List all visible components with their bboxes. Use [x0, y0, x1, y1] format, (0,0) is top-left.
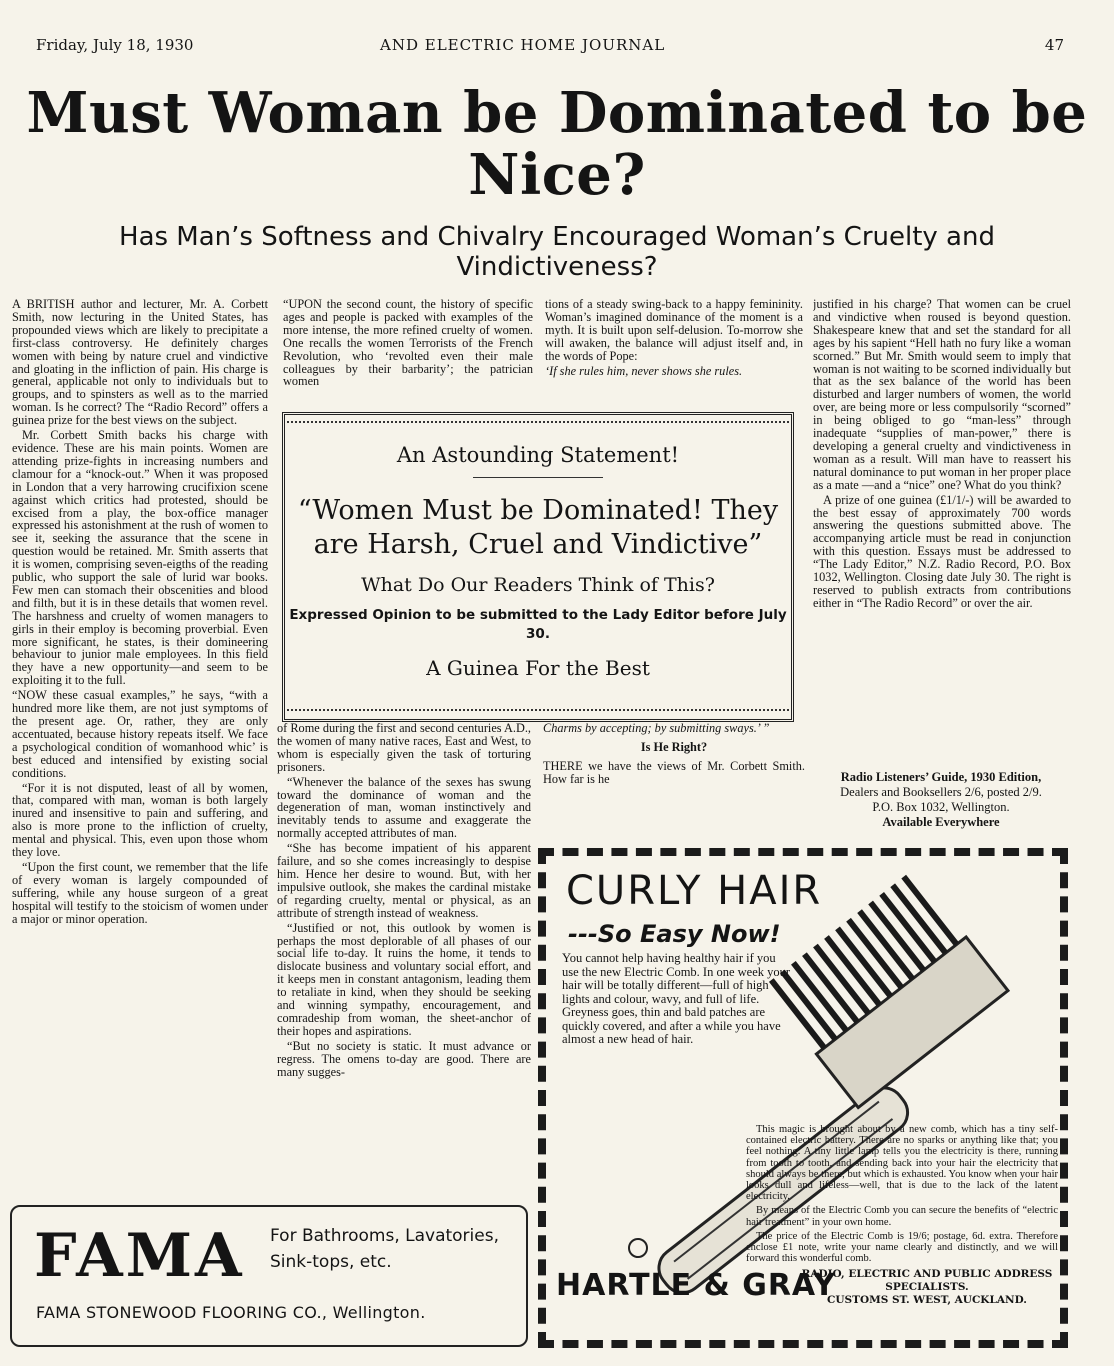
- article-column-3-top: [545, 298, 803, 410]
- pope-quote: ‘If she rules him, never shows she rules.: [545, 363, 743, 378]
- paragraph: justified in his charge? That women can be cruel and vindictive when roused is beyond question. Shakespeare knew that and set the standard for all ages by his sapient “Hell hath no fury like a woman scorned.” But Mr. Smith would seem to imply that woman is not waiting to be scorned individually but that as the sex balance of the world has been disturbed and larger numbers of women, the world over, are being more or less compulsorily “scorned” in being obliged to go “man-less” through inadequate “supplies of man-power,” there is developing a general cruelty and vindictiveness in woman as a result. Will man have to reassert his natural dominance to put woman in her proper place as a mate —and a “nice” one? What do you think?: [813, 298, 1071, 492]
- lamp-icon: [629, 1239, 647, 1257]
- header-journal-title: AND ELECTRIC HOME JOURNAL: [380, 36, 666, 54]
- curly-subhead: ---So Easy Now!: [568, 920, 781, 948]
- article-subtitle: Has Man’s Softness and Chivalry Encouraged Woman’s Cruelty and Vindictiveness?: [119, 222, 995, 282]
- box-question: What Do Our Readers Think of This?: [361, 574, 715, 596]
- header-page-number: 47: [1044, 36, 1064, 54]
- article-column-1: [12, 298, 268, 1188]
- box-instruction: Expressed Opinion to be submitted to the Lady Editor before July 30.: [289, 607, 787, 642]
- header-date: Friday, July 18, 1930: [36, 36, 194, 54]
- paragraph: Mr. Corbett Smith backs his charge with evidence. These are his main points. Women are attending prize-fights in increasing numbers and clamour for a “knock-out.” When it was proposed in London that a very harrowing crucifixion scene against which critics had protested, should be excised from a play, the box-office manager expressed his astonishment at the rush of women to see it, seeking the assurance that the scene in question would be retained. Mr. Smith asserts that it is women, comprising seven-eigths of the reading public, who support the sale of lurid war books. Few men can stomach their obscenities and blood and filth, but it is in these details that women revel. The harshness and cruelty of women managers to girls in their employ is becoming proverbial. Even more significant, he states, is their domineering behaviour to junior male employees. In this field they have a new opportunity—and seem to be exploiting it to the full.: [12, 428, 268, 688]
- fama-company: FAMA STONEWOOD FLOORING CO., Wellington.: [36, 1303, 426, 1322]
- curly-price-text: The price of the Electric Comb is 19/6; postage, 6d. extra. Therefore enclose £1 note, write your name clearly and distinctly, and we will forward this wonderful comb.: [746, 1230, 1058, 1265]
- article-column-3-bottom: [543, 722, 805, 842]
- curly-magic-text: This magic is brought about by a new comb, which has a tiny self-contained electric battery. There are no sparks or anything like that; you feel nothing. A tiny little lamp tells you the electricity is there, running from tooth to tooth, and sending back into your hair the electricity that should always be there, but which is exhausted. You know when your hair looks dull and lifeless—well, that is due to the lack of the latent electricity.: [746, 1124, 1058, 1203]
- box-prize: A Guinea For the Best: [426, 656, 650, 680]
- box-divider: [473, 477, 603, 478]
- decorative-border-bottom: [287, 709, 789, 717]
- statement-box: [282, 412, 794, 722]
- paragraph: “UPON the second count, the history of specific ages and people is packed with examples of the more intense, the more refined cruelty of women. One recalls the women Terrorists of the French Revolution, who ‘revolted even their male colleagues by their barbarity’; the patrician women: [283, 298, 533, 389]
- fama-tagline: For Bathrooms, Lavatories, Sink-tops, etc.: [270, 1226, 499, 1272]
- paragraph: “Upon the first count, we remember that the life of every woman is largely compounded of suffering, while any house surgeon of a great hospital will testify to the stoicism of women under a major or minor operation.: [12, 859, 268, 926]
- fama-logo: FAMA: [34, 1221, 245, 1291]
- box-heading: An Astounding Statement!: [396, 443, 680, 467]
- curly-brand: HARTLE & GRAY: [556, 1268, 836, 1303]
- curly-headline: CURLY HAIR: [566, 868, 823, 914]
- paragraph: “Whenever the balance of the sexes has swung toward the dominance of woman and the degeneration of man, woman instinctively and inevitably tends to assume and exaggerate the normally accepted attributes of man.: [277, 774, 531, 841]
- curly-details: [746, 1124, 1058, 1267]
- competition-rules: A prize of one guinea (£1/1/-) will be awarded to the best essay of approximately 700 words answering the questions submitted above. The accompanying article must be read in conjunction with this question. Essays must be addressed to “The Lady Editor,” N.Z. Radio Record, P.O. Box 1032, Wellington. Closing date July 30. The right is reserved to publish extracts from contributions either in “The Radio Record” or over the air.: [813, 492, 1071, 610]
- paragraph: “For it is not disputed, least of all by women, that, compared with man, woman is both largely inured and insensitive to pain and suffering, and also is more prone to the infliction of cruelty, mental and physical. This, even upon those whom they love.: [12, 780, 268, 860]
- paragraph: A BRITISH author and lecturer, Mr. A. Corbett Smith, now lecturing in the United States, has propounded views which are likely to precipitate a first-class controversy. He definitely charges women with being by nature cruel and vindictive and gloating in the infliction of pain. His charge is general, applicable not only to individuals but to groups, and to spinsters as well as to the married woman. Is he correct? The “Radio Record” offers a guinea prize for the best views on the subject.: [12, 298, 268, 428]
- guide-price: Dealers and Booksellers 2/6, posted 2/9.: [840, 785, 1042, 799]
- curly-body-text: You cannot help having healthy hair if you use the new Electric Comb. In one week your hair will be totally different—full of high lights and colour, wavy, and full of life. Greyness goes, thin and bald patches are quickly covered, and after a while you have almost a new head of hair.: [562, 951, 791, 1046]
- article-title: Must Woman be Dominated to be Nice?: [26, 80, 1088, 208]
- paragraph: “Justified or not, this outlook by women is perhaps the most deplorable of all phases of our social life to-day. It ruins the home, it tends to dislocate business and voluntary social effort, and it keeps men in constant antagonism, leading them to retaliate in kind, when they should be seeking and winning sympathy, encouragement, and comradeship from woman, the sheet-anchor of their hopes and aspirations.: [277, 920, 531, 1038]
- paragraph: tions of a steady swing-back to a happy femininity. Woman’s imagined dominance of the moment is a myth. It is built upon self-delusion. To-morrow she will awaken, the balance will adjust itself and, in the words of Pope:: [545, 298, 803, 363]
- box-quote: “Women Must be Dominated! They are Harsh, Cruel and Vindictive”: [297, 495, 779, 560]
- decorative-border-top: [287, 421, 789, 429]
- curly-hair-advertisement: [538, 848, 1068, 1348]
- paragraph: “NOW these casual examples,” he says, “with a hundred more like them, are not just symptoms of the present age. Or, rather, they are only accentuated, because history repeats itself. We face a psychological condition of womanhood whic’ is best educed and intensified by existing social conditions.: [12, 688, 268, 780]
- curly-address-line1: RADIO, ELECTRIC AND PUBLIC ADDRESS SPECIALISTS.: [801, 1268, 1053, 1293]
- guide-address: P.O. Box 1032, Wellington.: [872, 800, 1010, 814]
- paragraph: THERE we have the views of Mr. Corbett Smith. How far is he: [543, 758, 805, 786]
- guide-availability: Available Everywhere: [882, 815, 1000, 829]
- article-column-4: [813, 298, 1071, 740]
- pope-quote-end: Charms by accepting; by submitting sways.’ ”: [543, 722, 770, 735]
- paragraph: “But no society is static. It must advance or regress. The omens to-day are good. There are many sugges-: [277, 1038, 531, 1079]
- radio-guide-notice: [810, 770, 1072, 830]
- curly-address: [792, 1268, 1062, 1307]
- fama-advertisement: [10, 1205, 528, 1347]
- section-heading: Is He Right?: [640, 739, 708, 754]
- paragraph: “She has become impatient of his apparent failure, and so she comes increasingly to despise him. Hence her desire to wound. But, with her impulsive outlook, she makes the cardinal mistake of regarding cruelty, mental or physical, as an attribute of strength instead of weakness.: [277, 841, 531, 920]
- article-column-2-top: [283, 298, 533, 410]
- guide-title: Radio Listeners’ Guide, 1930 Edition,: [840, 770, 1042, 784]
- paragraph: of Rome during the first and second centuries A.D., the women of many native races, East and West, to whom is especially given the task of torturing prisoners.: [277, 722, 531, 774]
- article-column-2-bottom: [277, 722, 531, 1200]
- curly-address-line2: CUSTOMS ST. WEST, AUCKLAND.: [827, 1294, 1027, 1306]
- curly-means-text: By means of the Electric Comb you can secure the benefits of “electric hair treatment” in your own home.: [746, 1205, 1058, 1228]
